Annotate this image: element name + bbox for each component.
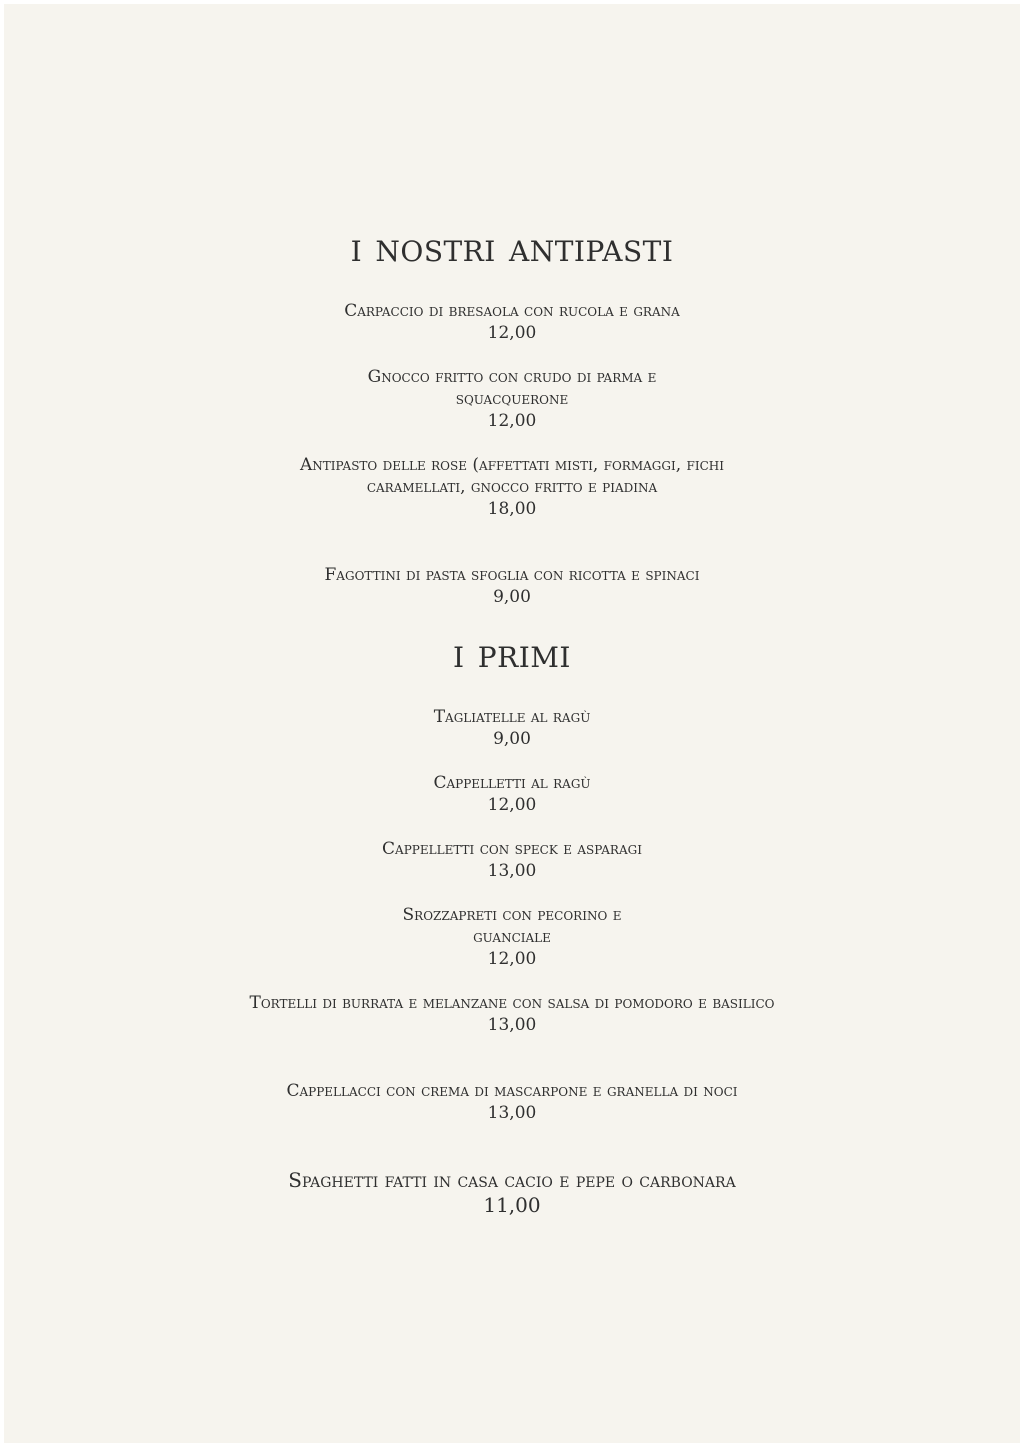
item-name: Fagottini di pasta sfoglia con ricotta e spinaci: [324, 565, 700, 585]
item-price: 12,00: [487, 949, 537, 969]
menu-item: [4, 1080, 1020, 1124]
menu-item: [4, 564, 1020, 608]
menu-item: [4, 992, 1020, 1036]
item-name: Cappelletti con speck e asparagi: [382, 839, 642, 859]
item-price: 12,00: [487, 411, 537, 431]
item-price: 11,00: [483, 1193, 541, 1217]
menu-item: [4, 772, 1020, 816]
item-price: 13,00: [487, 1015, 537, 1035]
item-price: 18,00: [487, 499, 537, 519]
menu-item: [4, 904, 1020, 970]
item-name: Spaghetti fatti in casa cacio e pepe o carbonara: [288, 1168, 736, 1192]
item-price: 13,00: [487, 1103, 537, 1123]
item-name: Antipasto delle rose (affettati misti, formaggi, fichi caramellati, gnocco fritto e piadina: [300, 455, 724, 497]
item-name: Tagliatelle al ragù: [433, 707, 591, 727]
menu-page: [4, 4, 1020, 1443]
item-name: Gnocco fritto con crudo di parma e squacquerone: [367, 367, 657, 409]
menu-item: [4, 300, 1020, 344]
menu-item: [4, 1168, 1020, 1218]
item-name: Cappellacci con crema di mascarpone e granella di noci: [286, 1081, 738, 1101]
item-price: 13,00: [487, 861, 537, 881]
item-price: 12,00: [487, 323, 537, 343]
item-price: 9,00: [493, 729, 531, 749]
item-price: 9,00: [493, 587, 531, 607]
menu-item: [4, 706, 1020, 750]
item-price: 12,00: [487, 795, 537, 815]
antipasti-heading: [4, 226, 1020, 270]
section-title: i nostri antipasti: [350, 225, 674, 271]
section-title: i primi: [453, 631, 571, 677]
primi-heading: [4, 632, 1020, 676]
item-name: Tortelli di burrata e melanzane con salsa di pomodoro e basilico: [249, 993, 775, 1013]
item-name: Carpaccio di bresaola con rucola e grana: [344, 301, 680, 321]
item-name: Cappelletti al ragù: [433, 773, 591, 793]
menu-item: [4, 454, 1020, 520]
item-name: Srozzapreti con pecorino e guanciale: [402, 905, 622, 947]
menu-item: [4, 838, 1020, 882]
menu-item: [4, 366, 1020, 432]
